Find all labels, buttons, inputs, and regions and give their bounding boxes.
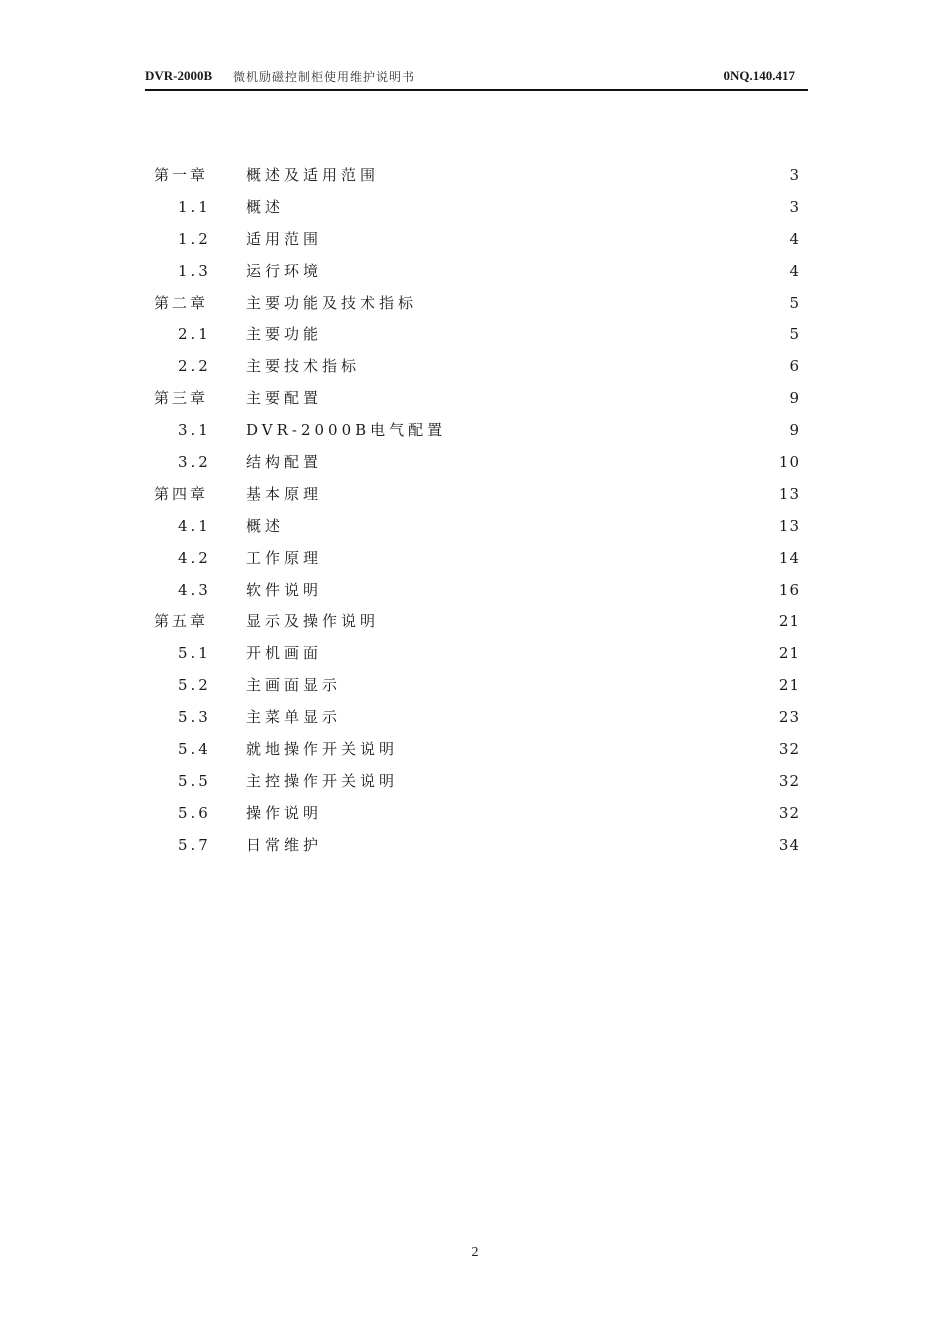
toc-entry-title: 基本原理 — [246, 484, 323, 503]
toc-section-entry — [150, 192, 802, 224]
toc-entry-page: 5 — [789, 325, 800, 344]
header-document-code: 0NQ.140.417 — [723, 68, 795, 83]
toc-section-entry — [150, 638, 802, 670]
toc-section-entry — [150, 670, 802, 702]
toc-entry-number: 2.1 — [178, 325, 211, 344]
header-title: 微机励磁控制柜使用维护说明书 — [233, 70, 416, 84]
toc-entry-title: 运行环境 — [246, 261, 323, 280]
toc-section-entry — [150, 798, 802, 830]
header-model: DVR-2000B — [145, 68, 213, 83]
toc-entry-number: 第五章 — [154, 612, 209, 631]
toc-entry-page: 21 — [778, 644, 800, 663]
toc-entry-page: 14 — [778, 548, 800, 567]
toc-entry-number: 5.5 — [178, 771, 211, 790]
toc-entry-number: 5.4 — [178, 740, 211, 759]
toc-chapter-entry — [150, 383, 802, 415]
toc-chapter-entry — [150, 160, 802, 192]
toc-entry-number: 3.1 — [178, 421, 211, 440]
toc-entry-page: 3 — [789, 197, 800, 216]
toc-section-entry — [150, 224, 802, 256]
toc-entry-title: 概述 — [246, 197, 285, 216]
toc-entry-number: 4.2 — [178, 548, 211, 567]
toc-entry-number: 1.2 — [178, 229, 211, 248]
toc-entry-number: 5.6 — [178, 803, 211, 822]
toc-section-entry — [150, 256, 802, 288]
toc-entry-page: 10 — [778, 453, 800, 472]
toc-section-entry — [150, 511, 802, 543]
toc-entry-number: 4.1 — [178, 516, 211, 535]
toc-entry-title: DVR-2000B电气配置 — [246, 421, 447, 440]
toc-entry-number: 1.1 — [178, 197, 211, 216]
toc-entry-title: 主控操作开关说明 — [246, 771, 399, 790]
toc-entry-title: 工作原理 — [246, 548, 323, 567]
toc-entry-page: 9 — [789, 389, 800, 408]
toc-chapter-entry — [150, 606, 802, 638]
toc-entry-title: 主要功能及技术指标 — [246, 293, 418, 312]
toc-entry-page: 21 — [778, 676, 800, 695]
toc-entry-number: 2.2 — [178, 357, 211, 376]
toc-entry-number: 第一章 — [154, 166, 209, 184]
toc-entry-title: 概述 — [246, 516, 285, 535]
toc-entry-page: 3 — [789, 166, 800, 184]
toc-chapter-entry — [150, 479, 802, 511]
toc-entry-title: 主画面显示 — [246, 676, 342, 695]
toc-entry-title: 概述及适用范围 — [246, 166, 380, 184]
toc-entry-page: 5 — [789, 293, 800, 312]
toc-entry-number: 5.3 — [178, 708, 211, 727]
toc-entry-title: 显示及操作说明 — [246, 612, 380, 631]
toc-section-entry — [150, 734, 802, 766]
toc-entry-page: 6 — [789, 357, 800, 376]
toc-entry-number: 5.7 — [178, 835, 211, 854]
toc-entry-title: 适用范围 — [246, 229, 323, 248]
toc-section-entry — [150, 415, 802, 447]
toc-entry-number: 第二章 — [154, 293, 209, 312]
toc-entry-title: 操作说明 — [246, 803, 323, 822]
toc-entry-page: 34 — [778, 835, 800, 854]
toc-entry-page: 32 — [778, 771, 800, 790]
toc-section-entry — [150, 830, 802, 862]
toc-entry-number: 4.3 — [178, 580, 211, 599]
toc-section-entry — [150, 575, 802, 607]
toc-section-entry — [150, 447, 802, 479]
page-header — [145, 66, 808, 91]
toc-entry-page: 13 — [778, 484, 800, 503]
toc-entry-number: 3.2 — [178, 453, 211, 472]
toc-entry-title: 就地操作开关说明 — [246, 740, 399, 759]
toc-entry-page: 4 — [789, 261, 800, 280]
toc-entry-title: 主要配置 — [246, 389, 323, 408]
toc-entry-page: 9 — [789, 421, 800, 440]
toc-entry-title: 软件说明 — [246, 580, 323, 599]
toc-entry-page: 4 — [789, 229, 800, 248]
toc-entry-title: 主菜单显示 — [246, 708, 342, 727]
toc-entry-title: 结构配置 — [246, 453, 323, 472]
toc-entry-page: 16 — [778, 580, 800, 599]
toc-section-entry — [150, 351, 802, 383]
toc-entry-number: 第三章 — [154, 389, 209, 408]
toc-entry-number: 5.2 — [178, 676, 211, 695]
table-of-contents — [150, 160, 802, 862]
toc-entry-title: 主要技术指标 — [246, 357, 361, 376]
toc-entry-number: 1.3 — [178, 261, 211, 280]
toc-entry-page: 32 — [778, 740, 800, 759]
toc-entry-page: 23 — [778, 708, 800, 727]
toc-entry-page: 13 — [778, 516, 800, 535]
toc-section-entry — [150, 543, 802, 575]
toc-entry-number: 5.1 — [178, 644, 211, 663]
toc-entry-title: 日常维护 — [246, 835, 323, 854]
page-number: 2 — [471, 1245, 479, 1260]
toc-section-entry — [150, 766, 802, 798]
toc-section-entry — [150, 702, 802, 734]
toc-section-entry — [150, 319, 802, 351]
toc-entry-title: 主要功能 — [246, 325, 323, 344]
toc-entry-page: 32 — [778, 803, 800, 822]
toc-entry-title: 开机画面 — [246, 644, 323, 663]
toc-chapter-entry — [150, 288, 802, 320]
toc-entry-number: 第四章 — [154, 484, 209, 503]
toc-entry-page: 21 — [778, 612, 800, 631]
